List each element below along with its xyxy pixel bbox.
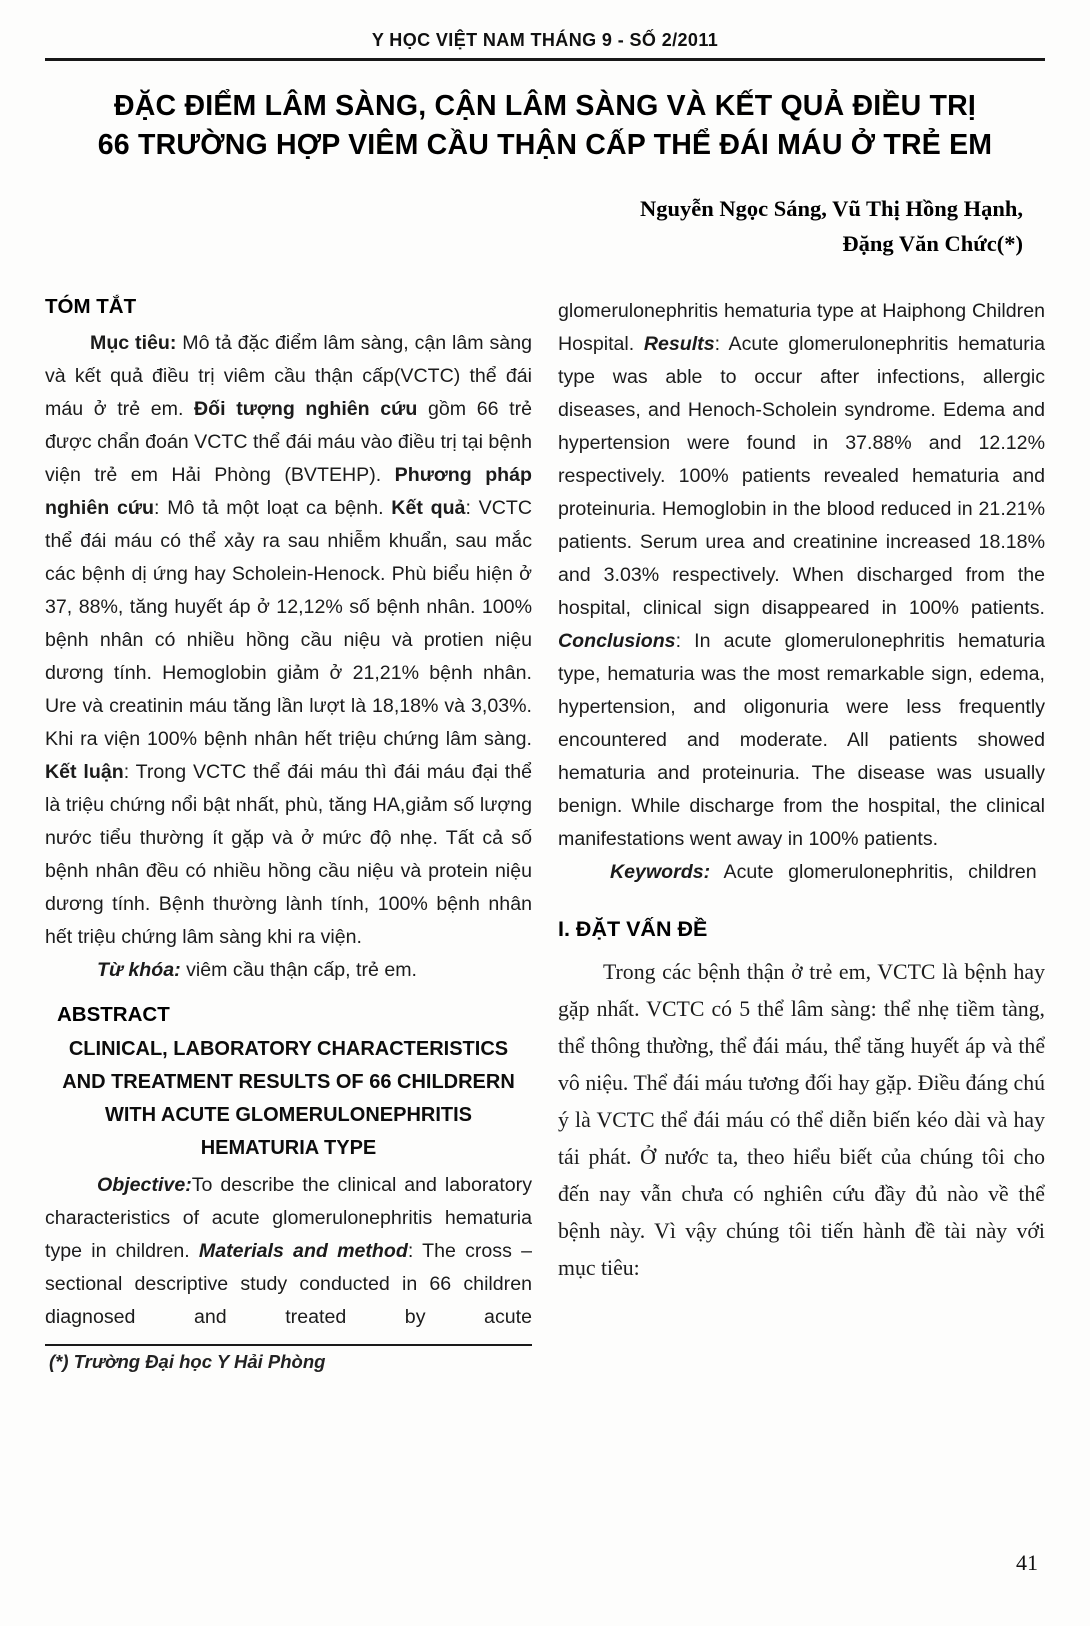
masthead-rule [45,58,1045,61]
keywords-english: Keywords: Acute glomerulonephritis, children [610,861,1037,883]
introduction-paragraph: Trong các bệnh thận ở trẻ em, VCTC là bệnh hay gặp nhất. VCTC có 5 thể lâm sàng: thể nhẹ tiềm tàng, thể thông thường, thể đái máu, thể tăng huyết áp và thể vô niệu. Thể đái máu tương đối hay gặp. Điều đáng chú ý là VCTC thể đái máu có thể diễn biến kéo dài và hay tái phát. Ở nước ta, theo hiểu biết của chúng tôi cho đến nay vẫn chưa có nghiên cứu đầy đủ nào về thể bệnh này. Vì vậy chúng tôi tiến hành đề tài này với mục tiêu: [558,960,1045,1280]
body-columns [45,295,1045,1373]
author-line-2: Đặng Văn Chức(*) [842,231,1023,256]
right-column [558,295,1045,1373]
article-title-line-2: 66 TRƯỜNG HỢP VIÊM CẦU THẬN CẤP THỂ ĐÁI MÁU Ở TRẺ EM [97,129,993,161]
left-column [45,295,532,1373]
journal-name: Y HỌC VIỆT NAM THÁNG 9 - SỐ 2/2011 [371,30,719,50]
heading-tom-tat: TÓM TẮT [45,295,137,318]
english-title: CLINICAL, LABORATORY CHARACTERISTICS AND TREATMENT RESULTS OF 66 CHILDRERN WITH ACUTE GLOMERULONEPHRITIS HEMATURIA TYPE [62,1038,515,1159]
keywords-vietnamese: Từ khóa: viêm cầu thận cấp, trẻ em. [97,959,417,981]
journal-masthead [45,30,1045,61]
footnote-text: (*) Trường Đại học Y Hải Phòng [49,1351,326,1372]
heading-abstract: ABSTRACT [57,1003,170,1026]
abstract-objective-paragraph: Objective:To describe the clinical and laboratory characteristics of acute glomerulonephritis hematuria type in children. Materials and method: The cross – sectional descriptive study conducted in 66 children diagnosed and treated by acute [45,1174,532,1328]
footnote [45,1344,532,1373]
article-title [45,87,1045,165]
authors-block [45,191,1045,261]
author-line-1: Nguyễn Ngọc Sáng, Vũ Thị Hồng Hạnh, [639,196,1023,221]
page-number: 41 [1016,1550,1038,1575]
abstract-continuation-paragraph: glomerulonephritis hematuria type at Haiphong Children Hospital. Results: Acute glomerulonephritis hematuria type was able to occur after infections, allergic diseases, and Henoch-Scholein syndrome. Edema and hypertension were found in 37.88% and 12.12% respectively. 100% patients revealed hematuria and proteinuria. Hemoglobin in the blood reduced in 21.21% patients. Serum urea and creatinine increased 18.18% and 3.03% respectively. When discharged from the hospital, clinical sign disappeared in 100% patients. Conclusions: In acute glomerulonephritis hematuria type, hematuria was the most remarkable sign, edema, hypertension, and oligonuria were less frequently encountered and moderate. All patients showed hematuria and proteinuria. The disease was usually benign. While discharge from the hospital, the clinical manifestations went away in 100% patients. [558,300,1045,850]
summary-paragraph: Mục tiêu: Mô tả đặc điểm lâm sàng, cận lâm sàng và kết quả điều trị viêm cầu thận cấp(VCTC) thể đái máu ở trẻ em. Đối tượng nghiên cứu gồm 66 trẻ được chẩn đoán VCTC thể đái máu vào điều trị tại bệnh viện trẻ em Hải Phòng (BVTEHP). Phương pháp nghiên cứu: Mô tả một loạt ca bệnh. Kết quả: VCTC thể đái máu có thể xảy ra sau nhiễm khuẩn, sau mắc các bệnh dị ứng hay Scholein-Henock. Phù biểu hiện ở 37, 88%, tăng huyết áp ở 12,12% số bệnh nhân. 100% bệnh nhân có nhiều hồng cầu niệu và protien niệu dương tính. Hemoglobin giảm ở 21,21% bệnh nhân. Ure và creatinin máu tăng lần lượt là 18,18% và 3,03%. Khi ra viện 100% bệnh nhân hết triệu chứng lâm sàng. Kết luận: Trong VCTC thể đái máu thì đái máu đại thể là triệu chứng nổi bật nhất, phù, tăng HA,giảm số lượng nước tiểu thường ít gặp và ở mức độ nhẹ. Tất cả số bệnh nhân đều có nhiều hồng cầu niệu và protein niệu dương tính. Bệnh thường lành tính, 100% bệnh nhân hết triệu chứng lâm sàng khi ra viện. [45,332,533,948]
article-title-line-1: ĐẶC ĐIỂM LÂM SÀNG, CẬN LÂM SÀNG VÀ KẾT QUẢ ĐIỀU TRỊ [113,90,977,122]
heading-dat-van-de: I. ĐẶT VẤN ĐỀ [558,917,708,941]
